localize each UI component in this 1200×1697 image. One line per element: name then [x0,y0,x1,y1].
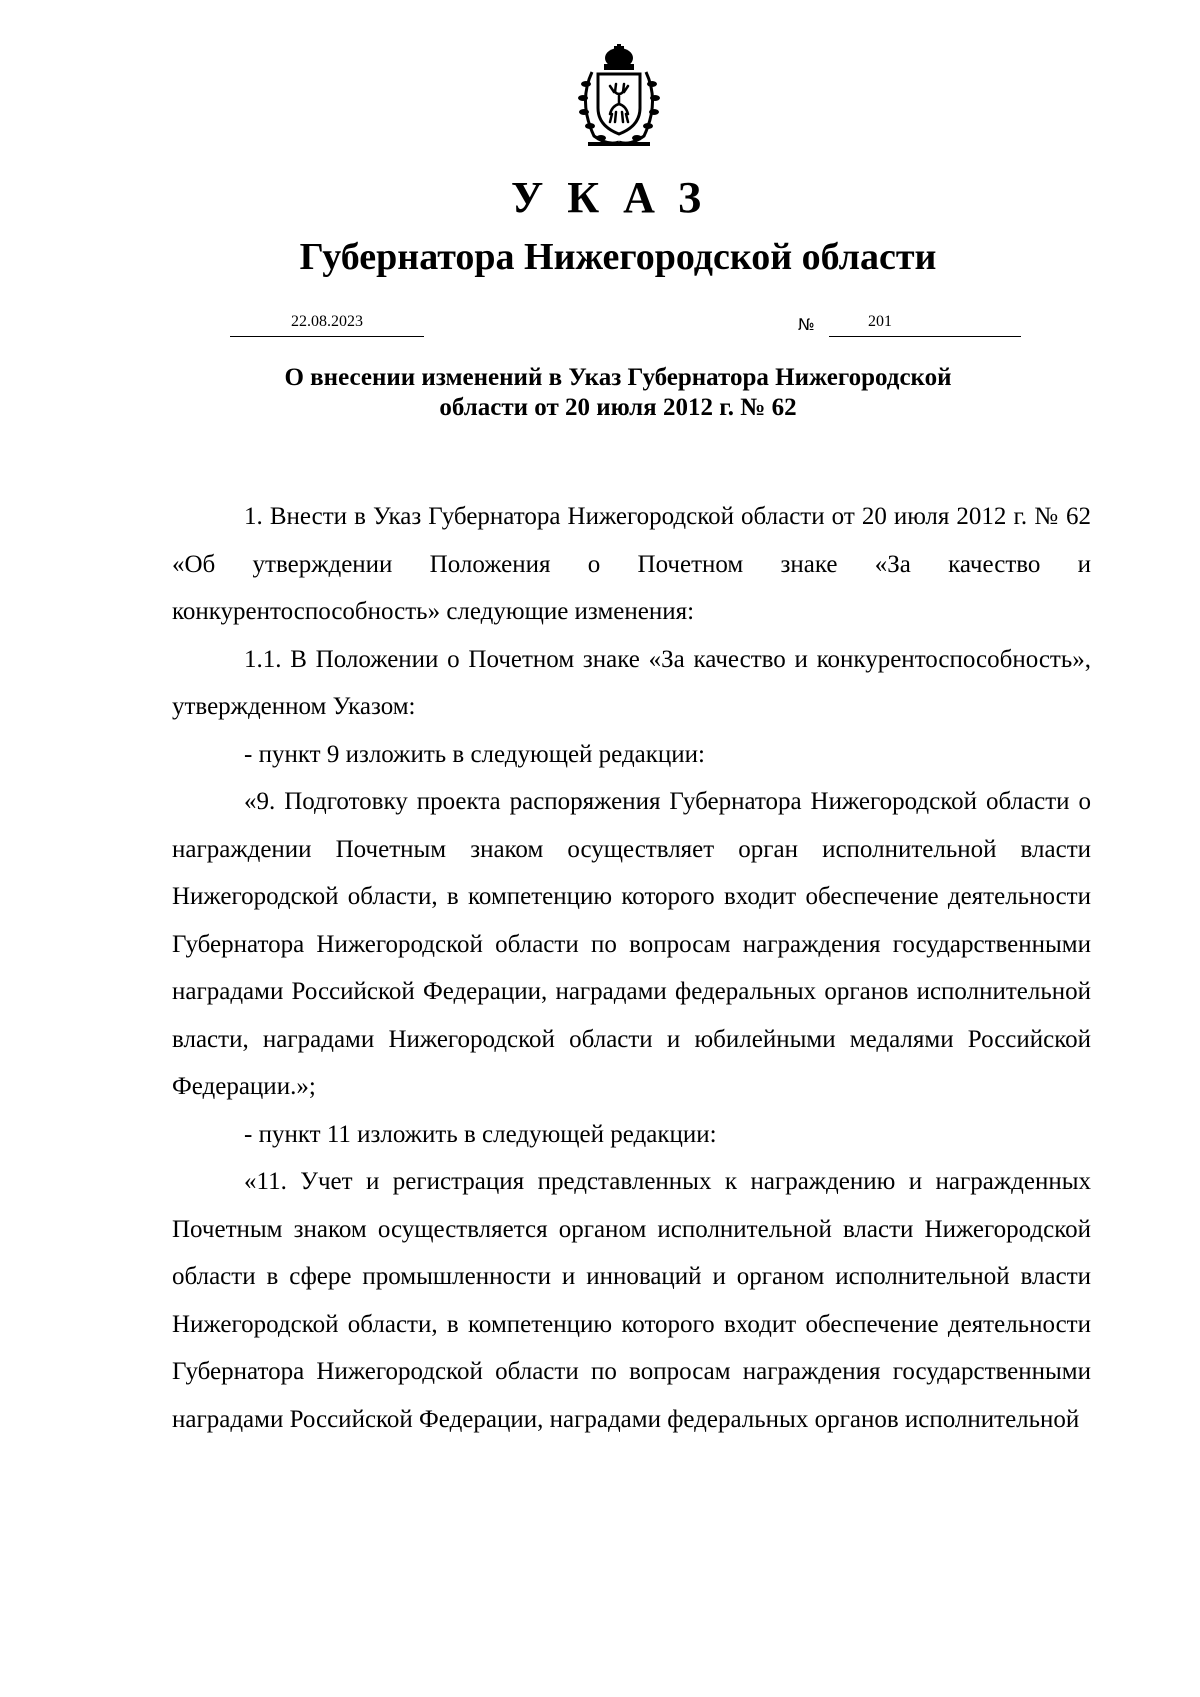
issuer-title: Губернатора Нижегородской области [299,236,937,278]
body-paragraph: 1. Внести в Указ Губернатора Нижегородской области от 20 июля 2012 г. № 62 «Об утверждении Положения о Почетном знаке «За качество и конкурентоспособность» следующие изменения: [172,503,1091,625]
body-paragraph: 1.1. В Положении о Почетном знаке «За качество и конкурентоспособность», утвержденном Указом: [172,645,1091,720]
body-paragraph: «11. Учет и регистрация представленных к награждению и награжденных Почетным знаком осуществляется органом исполнительной власти Нижегородской области в сфере промышленности и инноваций и органом исполнительной власти Нижегородской области, в компетенцию которого входит обеспечение деятельности Губернатора Нижегородской области по вопросам награждения государственными наградами Российской Федерации, наградами федеральных органов исполнительной [172,1168,1091,1433]
decree-number: 201 [868,313,892,330]
decree-date: 22.08.2023 [230,310,424,337]
subject-line-1: О внесении изменений в Указ Губернатора Нижегородской [284,364,952,391]
subject-line-2: области от 20 июля 2012 г. № 62 [439,394,797,421]
coat-of-arms-icon [568,42,670,150]
body-paragraph: - пункт 11 изложить в следующей редакции: [244,1120,717,1148]
body-paragraph: «9. Подготовку проекта распоряжения Губернатора Нижегородской области о награждении Почетным знаком осуществляет орган исполнительной власти Нижегородской области, в компетенцию которого входит обеспечение деятельности Губернатора Нижегородской области по вопросам награждения государственными наградами Российской Федерации, наградами федеральных органов исполнительной власти, наградами Нижегородской области и юбилейными медалями Российской Федерации.»; [172,788,1091,1100]
decree-title: УКАЗ [510,173,726,222]
decree-body [172,493,1091,1443]
decree-number-field [829,310,1021,337]
number-sign: № [798,315,815,334]
decree-subject [200,363,1036,423]
body-paragraph: - пункт 9 изложить в следующей редакции: [244,740,705,768]
